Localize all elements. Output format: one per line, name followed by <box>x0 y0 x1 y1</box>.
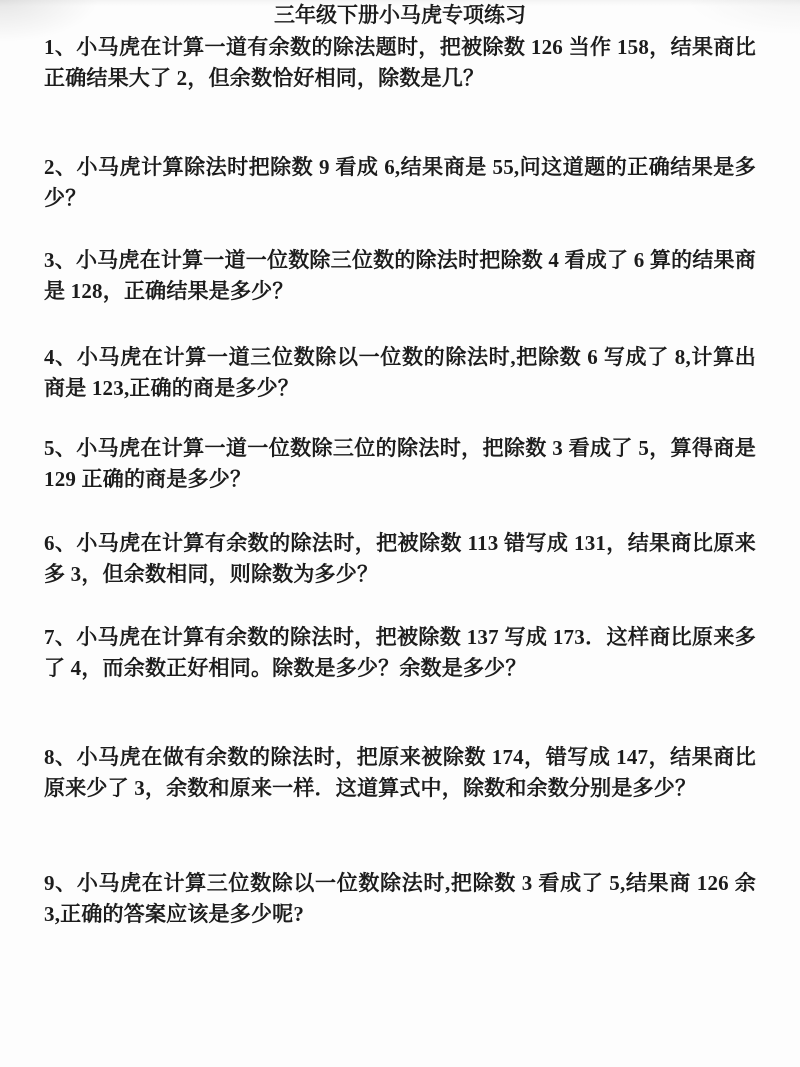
problem-8: 8、小马虎在做有余数的除法时，把原来被除数 174，错写成 147，结果商比原来少了 3，余数和原来一样．这道算式中，除数和余数分别是多少？ <box>44 745 756 800</box>
problem-5: 5、小马虎在计算一道一位数除三位的除法时，把除数 3 看成了 5，算得商是 129 正确的商是多少？ <box>44 436 756 491</box>
problem-9: 9、小马虎在计算三位数除以一位数除法时,把除数 3 看成了 5,结果商 126 余 3,正确的答案应该是多少呢? <box>44 871 756 926</box>
worksheet-title: 三年级下册小马虎专项练习 <box>274 3 526 27</box>
problem-3: 3、小马虎在计算一道一位数除三位数的除法时把除数 4 看成了 6 算的结果商是 128，正确结果是多少？ <box>44 248 756 303</box>
problem-4: 4、小马虎在计算一道三位数除以一位数的除法时,把除数 6 写成了 8,计算出商是 123,正确的商是多少？ <box>44 345 756 400</box>
problem-7: 7、小马虎在计算有余数的除法时，把被除数 137 写成 173．这样商比原来多了 4，而余数正好相同。除数是多少？余数是多少？ <box>44 625 756 680</box>
problem-2: 2、小马虎计算除法时把除数 9 看成 6,结果商是 55,问这道题的正确结果是多少？ <box>44 155 756 210</box>
problem-1: 1、小马虎在计算一道有余数的除法题时，把被除数 126 当作 158，结果商比正确结果大了 2，但余数恰好相同，除数是几？ <box>44 35 756 90</box>
problem-6: 6、小马虎在计算有余数的除法时，把被除数 113 错写成 131，结果商比原来多 3，但余数相同，则除数为多少？ <box>44 531 756 586</box>
